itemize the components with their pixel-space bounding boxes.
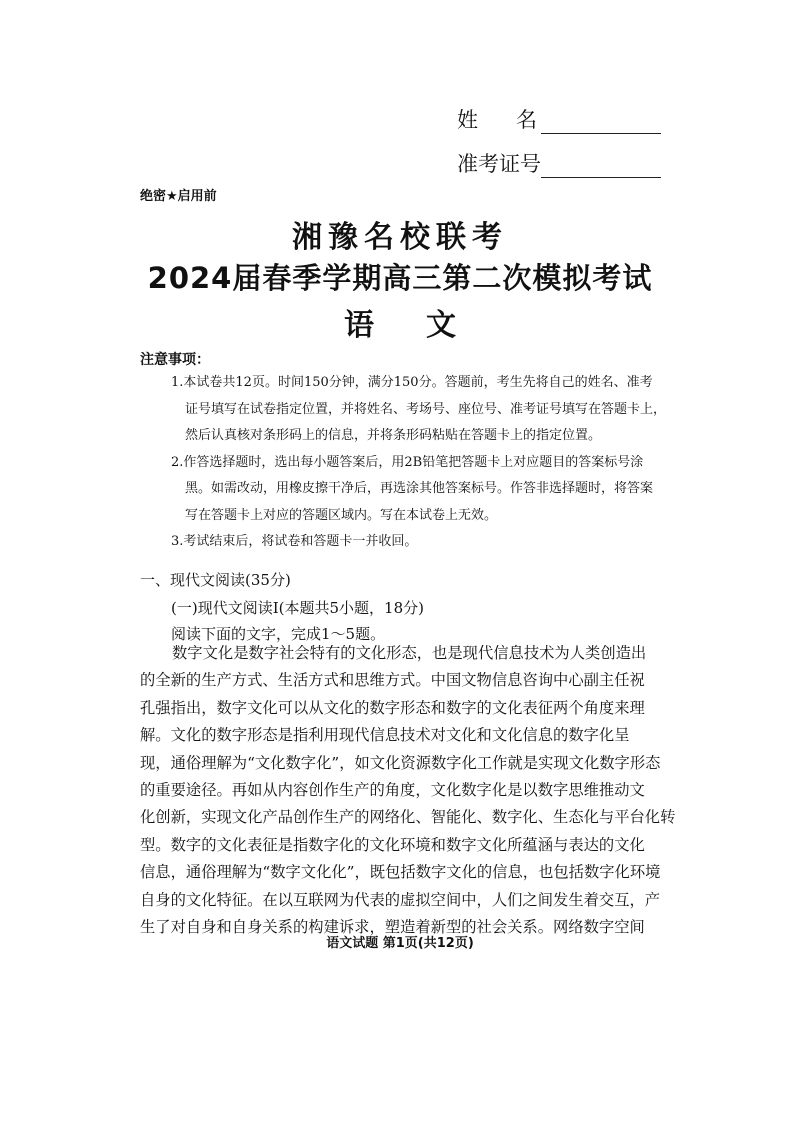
passage-line: 的全新的生产方式、生活方式和思维方式。中国文物信息咨询中心副主任祝 bbox=[140, 671, 645, 690]
section-heading: 一、现代文阅读(35分) bbox=[140, 571, 291, 589]
passage-line: 型。数字的文化表征是指数字化的文化环境和数字文化所蕴涵与表达的文化 bbox=[140, 835, 645, 854]
name-field bbox=[457, 104, 661, 134]
notice-item-2-line-2: 黑。如需改动，用橡皮擦干净后，再选涂其他答案标号。作答非选择题时，将答案 bbox=[185, 481, 654, 496]
notice-item-2-line-1: 2.作答选择题时，选出每小题答案后，用2B铅笔把答题卡上对应题目的答案标号涂 bbox=[171, 454, 644, 470]
notice-item-1-line-1: 1.本试卷共12页。时间150分钟，满分150分。答题前，考生先将自己的姓名、准考 bbox=[171, 375, 653, 390]
passage-line: 自身的文化特征。在以互联网为代表的虚拟空间中，人们之间发生着交互，产 bbox=[140, 890, 661, 909]
passage-line: 孔强指出，数字文化可以从文化的数字形态和数字的文化表征两个角度来理 bbox=[140, 698, 645, 717]
reading-instruction: 阅读下面的文字，完成1～5题。 bbox=[171, 625, 386, 643]
exam-id-label: 准考证号 bbox=[457, 152, 541, 176]
passage-line: 数字文化是数字社会特有的文化形态，也是现代信息技术为人类创造出 bbox=[172, 644, 647, 662]
name-blank-line bbox=[541, 111, 661, 134]
subsection-heading: (一)现代文阅读Ⅰ(本题共5小题，18分) bbox=[171, 599, 424, 617]
exam-id-field bbox=[457, 148, 661, 178]
passage-line: 信息，通俗理解为“数字文化化”，既包括数字文化的信息，也包括数字化环境 bbox=[140, 863, 661, 882]
notice-heading: 注意事项： bbox=[140, 352, 210, 368]
page-footer: 语文试题 第1页(共12页) bbox=[326, 936, 474, 951]
passage-line: 解。文化的数字形态是指利用现代信息技术对文化和文化信息的数字化呈 bbox=[140, 726, 630, 745]
subject-title: 语文 bbox=[344, 308, 508, 343]
notice-item-3: 3.考试结束后，将试卷和答题卡一并收回。 bbox=[171, 534, 418, 549]
passage-line: 现，通俗理解为“文化数字化”，如文化资源数字化工作就是实现文化数字形态 bbox=[140, 753, 661, 772]
name-label: 姓名 bbox=[457, 108, 537, 132]
notice-item-1-line-2: 证号填写在试卷指定位置，并将姓名、考场号、座位号、准考证号填写在答题卡上， bbox=[185, 401, 667, 417]
notice-item-1-line-3: 然后认真核对条形码上的信息，并将条形码粘贴在答题卡上的指定位置。 bbox=[185, 428, 602, 443]
exam-title-line1: 湘豫名校联考 bbox=[292, 220, 508, 255]
exam-id-blank-line bbox=[541, 155, 661, 178]
exam-title-line2: 2024届春季学期高三第二次模拟考试 bbox=[147, 261, 653, 295]
confidential-mark: 绝密★启用前 bbox=[140, 189, 217, 204]
passage-line: 化创新，实现文化产品创作生产的网络化、智能化、数字化、生态化与平台化转 bbox=[140, 808, 676, 827]
notice-item-2-line-3: 写在答题卡上对应的答题区域内。写在本试卷上无效。 bbox=[185, 507, 498, 523]
notice-list bbox=[171, 370, 666, 556]
passage-line: 生了对自身和自身关系的构建诉求，塑造着新型的社会关系。网络数字空间 bbox=[140, 918, 645, 937]
reading-passage bbox=[140, 640, 675, 941]
passage-line: 的重要途径。再如从内容创作生产的角度，文化数字化是以数字思维推动文 bbox=[140, 781, 645, 800]
